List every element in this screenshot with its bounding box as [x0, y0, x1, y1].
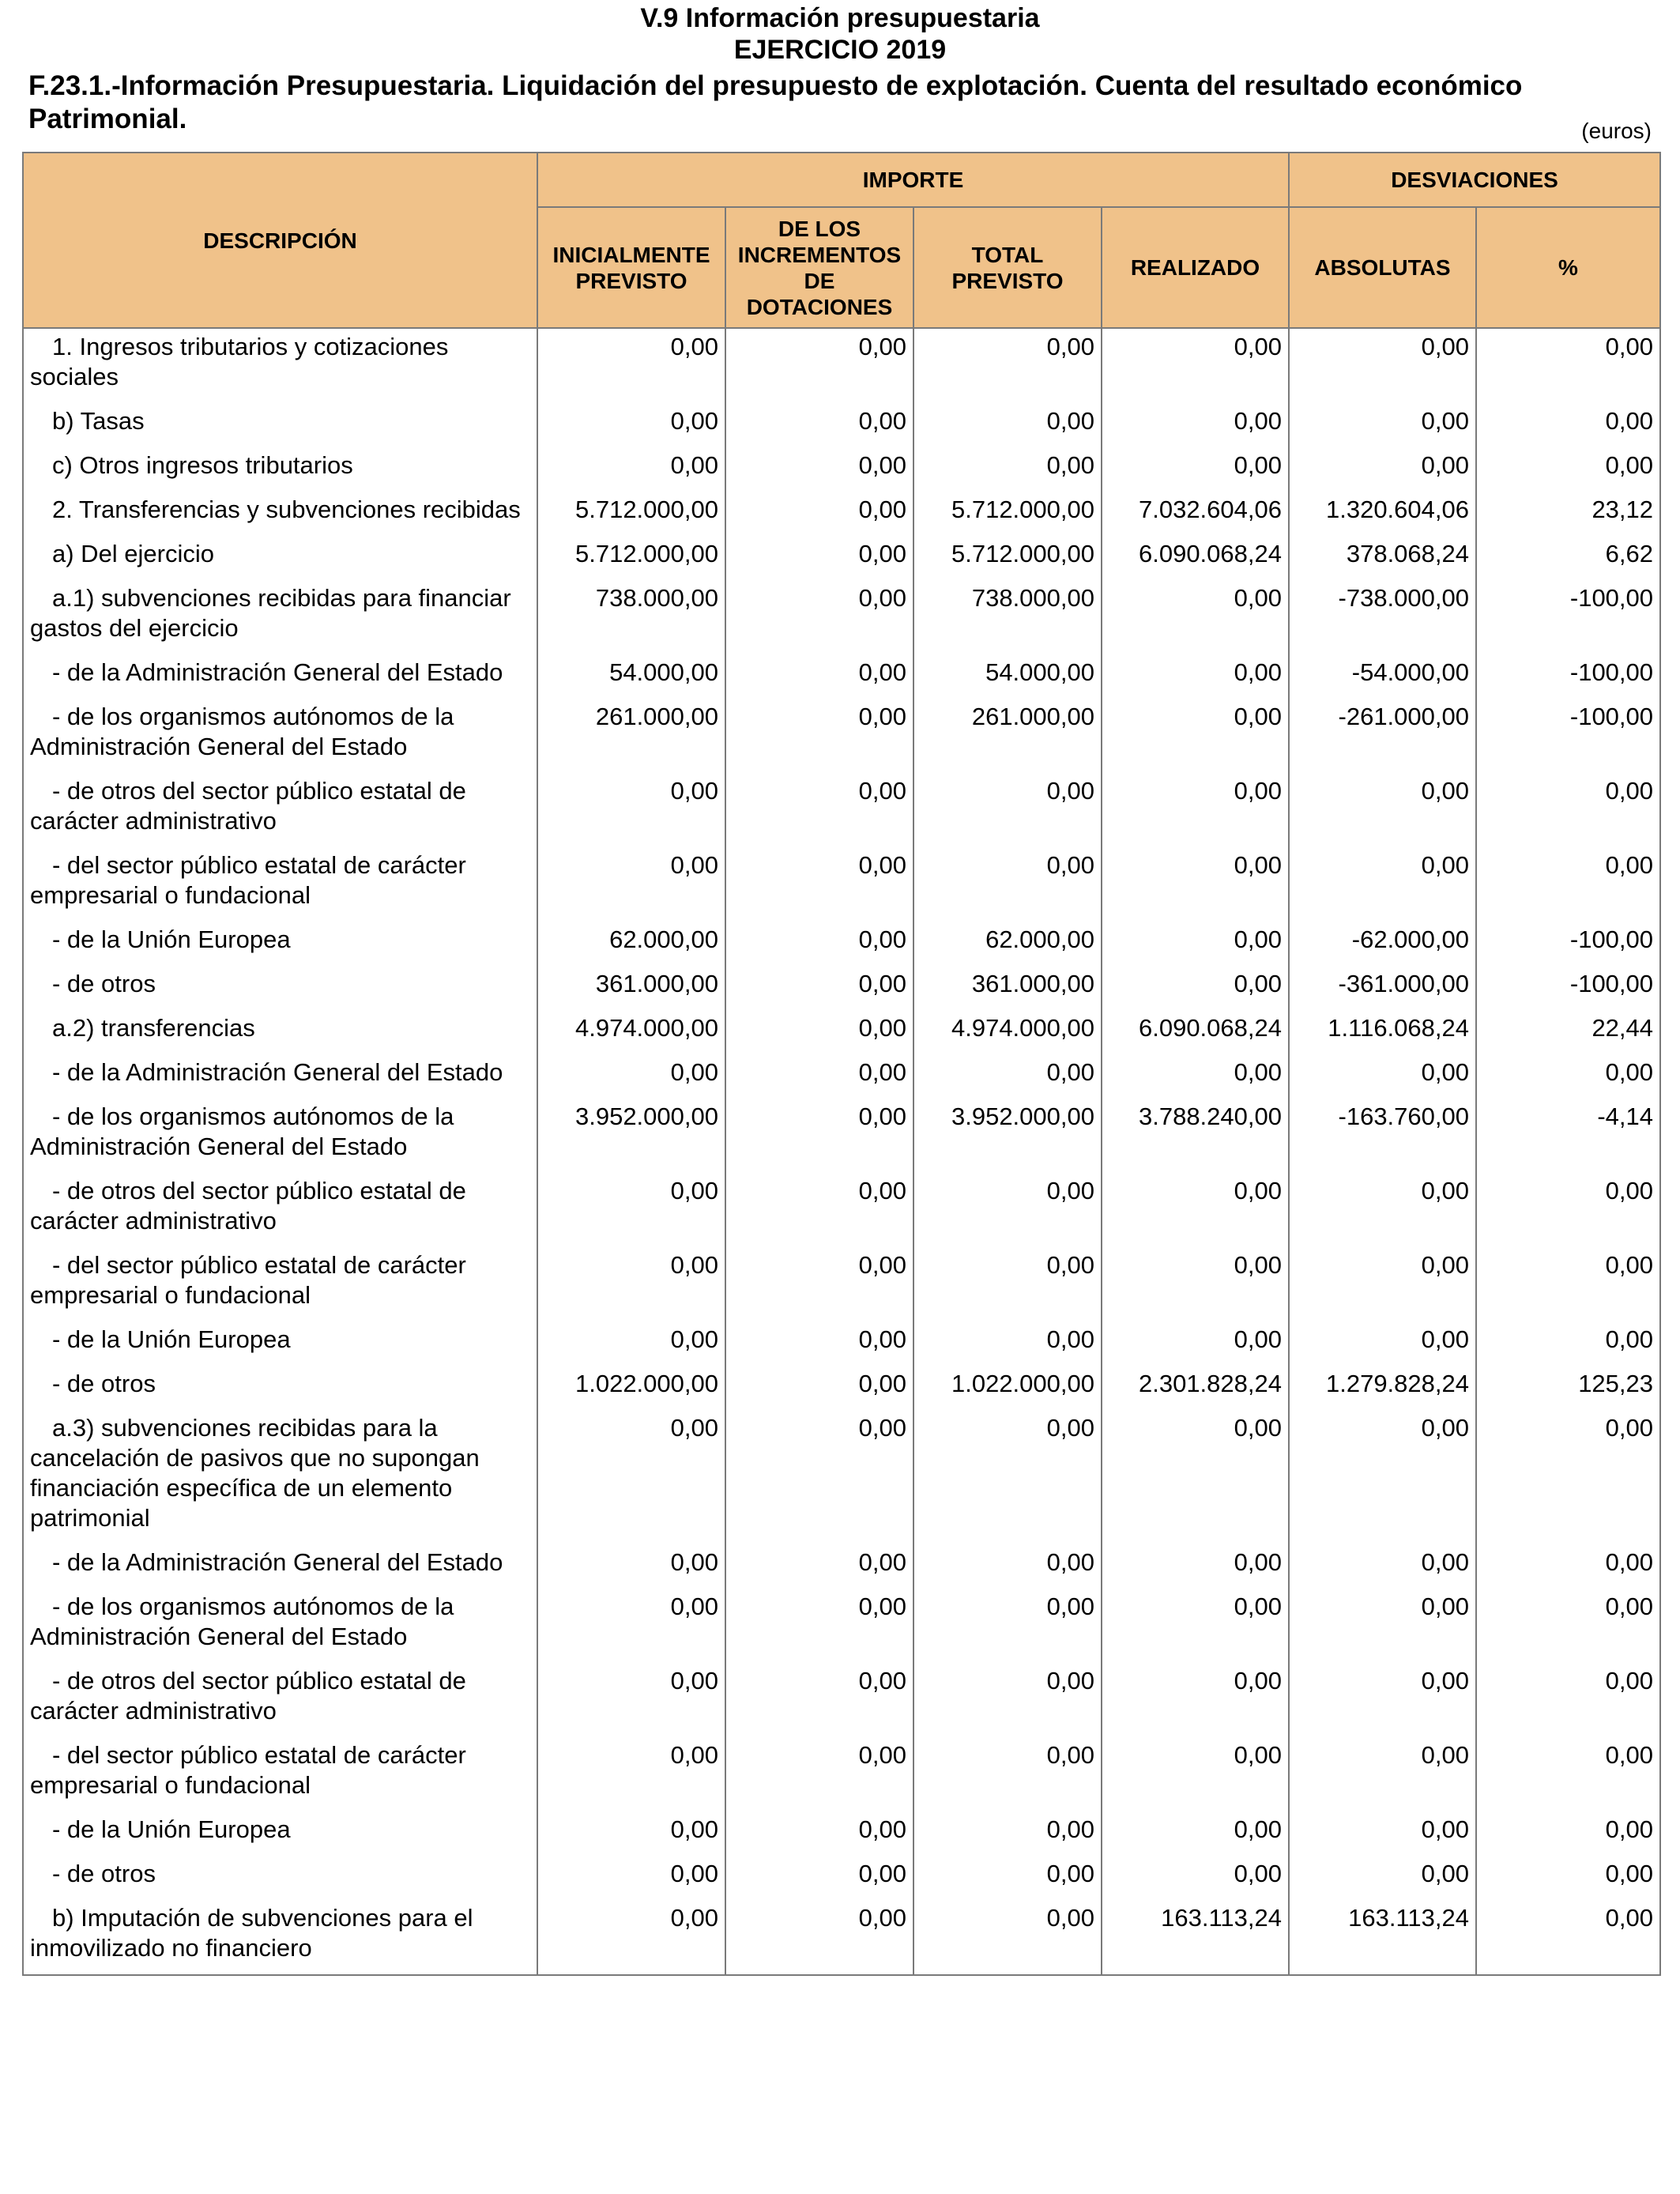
absolutas-cell: -54.000,00 [1289, 654, 1476, 699]
porcentaje-cell: 0,00 [1476, 847, 1660, 922]
realizado-cell: 0,00 [1102, 699, 1289, 773]
description-cell: - de la Administración General del Estado [23, 654, 537, 699]
absolutas-cell: 0,00 [1289, 403, 1476, 447]
porcentaje-cell: 125,23 [1476, 1366, 1660, 1410]
realizado-cell: 3.788.240,00 [1102, 1099, 1289, 1173]
total-previsto-cell: 361.000,00 [913, 966, 1102, 1010]
realizado-cell: 6.090.068,24 [1102, 536, 1289, 580]
incrementos-cell: 0,00 [725, 1737, 913, 1811]
description-cell: - de la Unión Europea [23, 1811, 537, 1856]
porcentaje-cell: 0,00 [1476, 1663, 1660, 1737]
realizado-cell: 0,00 [1102, 328, 1289, 403]
incrementos-cell: 0,00 [725, 1544, 913, 1589]
inicialmente-previsto-cell: 0,00 [537, 1900, 725, 1975]
inicialmente-previsto-cell: 4.974.000,00 [537, 1010, 725, 1054]
description-cell: - del sector público estatal de carácter empresarial o fundacional [23, 1737, 537, 1811]
realizado-cell: 0,00 [1102, 1247, 1289, 1321]
incrementos-cell: 0,00 [725, 1321, 913, 1366]
total-previsto-cell: 0,00 [913, 1663, 1102, 1737]
description-cell: - de la Administración General del Estado [23, 1544, 537, 1589]
inicialmente-previsto-cell: 0,00 [537, 1173, 725, 1247]
table-row [23, 1811, 1660, 1856]
inicialmente-previsto-cell: 0,00 [537, 1737, 725, 1811]
inicialmente-previsto-cell: 0,00 [537, 328, 725, 403]
incrementos-cell: 0,00 [725, 922, 913, 966]
porcentaje-cell: 0,00 [1476, 1544, 1660, 1589]
total-previsto-cell: 5.712.000,00 [913, 492, 1102, 536]
realizado-cell: 0,00 [1102, 1321, 1289, 1366]
absolutas-cell: 1.116.068,24 [1289, 1010, 1476, 1054]
table-row [23, 403, 1660, 447]
inicialmente-previsto-cell: 0,00 [537, 1856, 725, 1900]
description-cell: - de otros [23, 1366, 537, 1410]
inicialmente-previsto-cell: 3.952.000,00 [537, 1099, 725, 1173]
porcentaje-cell: 0,00 [1476, 403, 1660, 447]
absolutas-cell: -361.000,00 [1289, 966, 1476, 1010]
realizado-cell: 0,00 [1102, 847, 1289, 922]
incrementos-cell: 0,00 [725, 328, 913, 403]
incrementos-cell: 0,00 [725, 1054, 913, 1099]
porcentaje-cell: 0,00 [1476, 328, 1660, 403]
porcentaje-cell: 0,00 [1476, 773, 1660, 847]
total-previsto-cell: 0,00 [913, 847, 1102, 922]
description-cell: - de los organismos autónomos de la Administración General del Estado [23, 1589, 537, 1663]
header-descripcion: DESCRIPCIÓN [23, 153, 537, 328]
realizado-cell: 0,00 [1102, 1410, 1289, 1544]
total-previsto-cell: 0,00 [913, 1811, 1102, 1856]
inicialmente-previsto-cell: 54.000,00 [537, 654, 725, 699]
section-title: V.9 Información presupuestaria [640, 3, 1040, 33]
incrementos-cell: 0,00 [725, 847, 913, 922]
total-previsto-cell: 0,00 [913, 773, 1102, 847]
total-previsto-cell: 3.952.000,00 [913, 1099, 1102, 1173]
table-row [23, 1010, 1660, 1054]
incrementos-cell: 0,00 [725, 447, 913, 492]
description-cell: - de otros [23, 966, 537, 1010]
porcentaje-cell: 0,00 [1476, 1900, 1660, 1975]
realizado-cell: 7.032.604,06 [1102, 492, 1289, 536]
realizado-cell: 0,00 [1102, 773, 1289, 847]
porcentaje-cell: 0,00 [1476, 1811, 1660, 1856]
inicialmente-previsto-cell: 0,00 [537, 773, 725, 847]
description-cell: - de la Unión Europea [23, 922, 537, 966]
header-porcentaje: % [1476, 207, 1660, 328]
porcentaje-cell: -100,00 [1476, 966, 1660, 1010]
header-total-previsto: TOTAL PREVISTO [913, 207, 1102, 328]
absolutas-cell: 0,00 [1289, 847, 1476, 922]
incrementos-cell: 0,00 [725, 1247, 913, 1321]
table-row [23, 966, 1660, 1010]
porcentaje-cell: 0,00 [1476, 1589, 1660, 1663]
realizado-cell: 0,00 [1102, 1054, 1289, 1099]
realizado-cell: 0,00 [1102, 922, 1289, 966]
incrementos-cell: 0,00 [725, 1010, 913, 1054]
absolutas-cell: 0,00 [1289, 1544, 1476, 1589]
table-body [23, 328, 1660, 1975]
incrementos-cell: 0,00 [725, 1173, 913, 1247]
incrementos-cell: 0,00 [725, 1366, 913, 1410]
description-cell: - de otros del sector público estatal de carácter administrativo [23, 773, 537, 847]
incrementos-cell: 0,00 [725, 1856, 913, 1900]
table-row [23, 1544, 1660, 1589]
porcentaje-cell: -100,00 [1476, 654, 1660, 699]
incrementos-cell: 0,00 [725, 403, 913, 447]
porcentaje-cell: -100,00 [1476, 580, 1660, 654]
realizado-cell: 0,00 [1102, 966, 1289, 1010]
table-row [23, 1737, 1660, 1811]
realizado-cell: 0,00 [1102, 403, 1289, 447]
header-incrementos-dotaciones: DE LOS INCREMENTOS DE DOTACIONES [725, 207, 913, 328]
total-previsto-cell: 0,00 [913, 1247, 1102, 1321]
inicialmente-previsto-cell: 0,00 [537, 1663, 725, 1737]
inicialmente-previsto-cell: 62.000,00 [537, 922, 725, 966]
inicialmente-previsto-cell: 5.712.000,00 [537, 536, 725, 580]
inicialmente-previsto-cell: 0,00 [537, 403, 725, 447]
absolutas-cell: 0,00 [1289, 773, 1476, 847]
incrementos-cell: 0,00 [725, 773, 913, 847]
description-cell: 1. Ingresos tributarios y cotizaciones sociales [23, 328, 537, 403]
table-row [23, 1856, 1660, 1900]
porcentaje-cell: 0,00 [1476, 1173, 1660, 1247]
incrementos-cell: 0,00 [725, 1410, 913, 1544]
incrementos-cell: 0,00 [725, 1099, 913, 1173]
table-row [23, 1173, 1660, 1247]
absolutas-cell: 378.068,24 [1289, 536, 1476, 580]
absolutas-cell: -163.760,00 [1289, 1099, 1476, 1173]
total-previsto-cell: 261.000,00 [913, 699, 1102, 773]
header-importe: IMPORTE [537, 153, 1289, 207]
absolutas-cell: 0,00 [1289, 1811, 1476, 1856]
table-row [23, 1366, 1660, 1410]
incrementos-cell: 0,00 [725, 1900, 913, 1975]
porcentaje-cell: 0,00 [1476, 1737, 1660, 1811]
realizado-cell: 0,00 [1102, 1811, 1289, 1856]
realizado-cell: 0,00 [1102, 1737, 1289, 1811]
inicialmente-previsto-cell: 361.000,00 [537, 966, 725, 1010]
realizado-cell: 0,00 [1102, 580, 1289, 654]
total-previsto-cell: 0,00 [913, 328, 1102, 403]
realizado-cell: 2.301.828,24 [1102, 1366, 1289, 1410]
description-cell: - de otros del sector público estatal de carácter administrativo [23, 1173, 537, 1247]
porcentaje-cell: 0,00 [1476, 447, 1660, 492]
header-realizado: REALIZADO [1102, 207, 1289, 328]
table-row [23, 328, 1660, 403]
table-row [23, 1410, 1660, 1544]
total-previsto-cell: 0,00 [913, 1544, 1102, 1589]
incrementos-cell: 0,00 [725, 699, 913, 773]
description-cell: - del sector público estatal de carácter empresarial o fundacional [23, 1247, 537, 1321]
absolutas-cell: 0,00 [1289, 1589, 1476, 1663]
description-cell: 2. Transferencias y subvenciones recibidas [23, 492, 537, 536]
table-row [23, 1247, 1660, 1321]
description-cell: b) Tasas [23, 403, 537, 447]
description-cell: - de los organismos autónomos de la Administración General del Estado [23, 1099, 537, 1173]
absolutas-cell: 0,00 [1289, 1173, 1476, 1247]
description-cell: c) Otros ingresos tributarios [23, 447, 537, 492]
porcentaje-cell: 0,00 [1476, 1410, 1660, 1544]
header-desviaciones: DESVIACIONES [1289, 153, 1660, 207]
incrementos-cell: 0,00 [725, 966, 913, 1010]
incrementos-cell: 0,00 [725, 1811, 913, 1856]
total-previsto-cell: 0,00 [913, 1054, 1102, 1099]
absolutas-cell: -62.000,00 [1289, 922, 1476, 966]
description-cell: a.2) transferencias [23, 1010, 537, 1054]
description-cell: - de otros del sector público estatal de carácter administrativo [23, 1663, 537, 1737]
inicialmente-previsto-cell: 0,00 [537, 1054, 725, 1099]
document-subtitle: F.23.1.-Información Presupuestaria. Liquidación del presupuesto de explotación. Cuenta del resultado económico Patrimonial. [28, 70, 1523, 134]
total-previsto-cell: 738.000,00 [913, 580, 1102, 654]
inicialmente-previsto-cell: 0,00 [537, 1589, 725, 1663]
porcentaje-cell: 0,00 [1476, 1856, 1660, 1900]
realizado-cell: 0,00 [1102, 1663, 1289, 1737]
total-previsto-cell: 0,00 [913, 1589, 1102, 1663]
total-previsto-cell: 0,00 [913, 447, 1102, 492]
total-previsto-cell: 0,00 [913, 403, 1102, 447]
total-previsto-cell: 0,00 [913, 1856, 1102, 1900]
inicialmente-previsto-cell: 738.000,00 [537, 580, 725, 654]
absolutas-cell: 0,00 [1289, 1856, 1476, 1900]
header-inicialmente-previsto: INICIALMENTE PREVISTO [537, 207, 725, 328]
absolutas-cell: 0,00 [1289, 447, 1476, 492]
description-cell: b) Imputación de subvenciones para el inmovilizado no financiero [23, 1900, 537, 1975]
total-previsto-cell: 1.022.000,00 [913, 1366, 1102, 1410]
porcentaje-cell: -100,00 [1476, 922, 1660, 966]
absolutas-cell: 0,00 [1289, 1663, 1476, 1737]
budget-table [22, 152, 1661, 1976]
absolutas-cell: 0,00 [1289, 328, 1476, 403]
description-cell: a) Del ejercicio [23, 536, 537, 580]
inicialmente-previsto-cell: 0,00 [537, 1247, 725, 1321]
inicialmente-previsto-cell: 0,00 [537, 1410, 725, 1544]
absolutas-cell: 0,00 [1289, 1410, 1476, 1544]
header-absolutas: ABSOLUTAS [1289, 207, 1476, 328]
incrementos-cell: 0,00 [725, 492, 913, 536]
porcentaje-cell: 6,62 [1476, 536, 1660, 580]
incrementos-cell: 0,00 [725, 1663, 913, 1737]
incrementos-cell: 0,00 [725, 1589, 913, 1663]
table-row [23, 580, 1660, 654]
total-previsto-cell: 62.000,00 [913, 922, 1102, 966]
table-row [23, 536, 1660, 580]
total-previsto-cell: 0,00 [913, 1410, 1102, 1544]
absolutas-cell: 0,00 [1289, 1054, 1476, 1099]
porcentaje-cell: 22,44 [1476, 1010, 1660, 1054]
total-previsto-cell: 0,00 [913, 1321, 1102, 1366]
porcentaje-cell: 23,12 [1476, 492, 1660, 536]
inicialmente-previsto-cell: 261.000,00 [537, 699, 725, 773]
table-header [23, 153, 1660, 328]
inicialmente-previsto-cell: 0,00 [537, 447, 725, 492]
realizado-cell: 0,00 [1102, 1544, 1289, 1589]
porcentaje-cell: -4,14 [1476, 1099, 1660, 1173]
table-row [23, 447, 1660, 492]
porcentaje-cell: 0,00 [1476, 1321, 1660, 1366]
table-row [23, 847, 1660, 922]
porcentaje-cell: 0,00 [1476, 1054, 1660, 1099]
table-row [23, 699, 1660, 773]
total-previsto-cell: 0,00 [913, 1173, 1102, 1247]
incrementos-cell: 0,00 [725, 536, 913, 580]
absolutas-cell: 1.279.828,24 [1289, 1366, 1476, 1410]
realizado-cell: 0,00 [1102, 1856, 1289, 1900]
inicialmente-previsto-cell: 0,00 [537, 1811, 725, 1856]
realizado-cell: 0,00 [1102, 1173, 1289, 1247]
description-cell: - de la Unión Europea [23, 1321, 537, 1366]
table-row [23, 492, 1660, 536]
inicialmente-previsto-cell: 0,00 [537, 847, 725, 922]
table-row [23, 1589, 1660, 1663]
porcentaje-cell: -100,00 [1476, 699, 1660, 773]
absolutas-cell: 0,00 [1289, 1737, 1476, 1811]
total-previsto-cell: 0,00 [913, 1900, 1102, 1975]
realizado-cell: 6.090.068,24 [1102, 1010, 1289, 1054]
table-row [23, 1054, 1660, 1099]
incrementos-cell: 0,00 [725, 580, 913, 654]
exercise-title: EJERCICIO 2019 [733, 35, 947, 65]
absolutas-cell: -738.000,00 [1289, 580, 1476, 654]
incrementos-cell: 0,00 [725, 654, 913, 699]
inicialmente-previsto-cell: 0,00 [537, 1321, 725, 1366]
inicialmente-previsto-cell: 1.022.000,00 [537, 1366, 725, 1410]
total-previsto-cell: 5.712.000,00 [913, 536, 1102, 580]
inicialmente-previsto-cell: 0,00 [537, 1544, 725, 1589]
absolutas-cell: -261.000,00 [1289, 699, 1476, 773]
realizado-cell: 163.113,24 [1102, 1900, 1289, 1975]
table-row [23, 922, 1660, 966]
absolutas-cell: 163.113,24 [1289, 1900, 1476, 1975]
absolutas-cell: 0,00 [1289, 1247, 1476, 1321]
total-previsto-cell: 4.974.000,00 [913, 1010, 1102, 1054]
table-row [23, 1663, 1660, 1737]
realizado-cell: 0,00 [1102, 654, 1289, 699]
absolutas-cell: 0,00 [1289, 1321, 1476, 1366]
total-previsto-cell: 54.000,00 [913, 654, 1102, 699]
realizado-cell: 0,00 [1102, 1589, 1289, 1663]
description-cell: - de otros [23, 1856, 537, 1900]
total-previsto-cell: 0,00 [913, 1737, 1102, 1811]
absolutas-cell: 1.320.604,06 [1289, 492, 1476, 536]
inicialmente-previsto-cell: 5.712.000,00 [537, 492, 725, 536]
table-row [23, 654, 1660, 699]
unit-label: (euros) [1581, 119, 1652, 143]
description-cell: - de los organismos autónomos de la Administración General del Estado [23, 699, 537, 773]
table-row [23, 1099, 1660, 1173]
porcentaje-cell: 0,00 [1476, 1247, 1660, 1321]
description-cell: - del sector público estatal de carácter empresarial o fundacional [23, 847, 537, 922]
table-row [23, 1900, 1660, 1975]
table-row [23, 773, 1660, 847]
description-cell: a.3) subvenciones recibidas para la cancelación de pasivos que no supongan financiación específica de un elemento patrimonial [23, 1410, 537, 1544]
description-cell: - de la Administración General del Estado [23, 1054, 537, 1099]
description-cell: a.1) subvenciones recibidas para financiar gastos del ejercicio [23, 580, 537, 654]
realizado-cell: 0,00 [1102, 447, 1289, 492]
table-row [23, 1321, 1660, 1366]
